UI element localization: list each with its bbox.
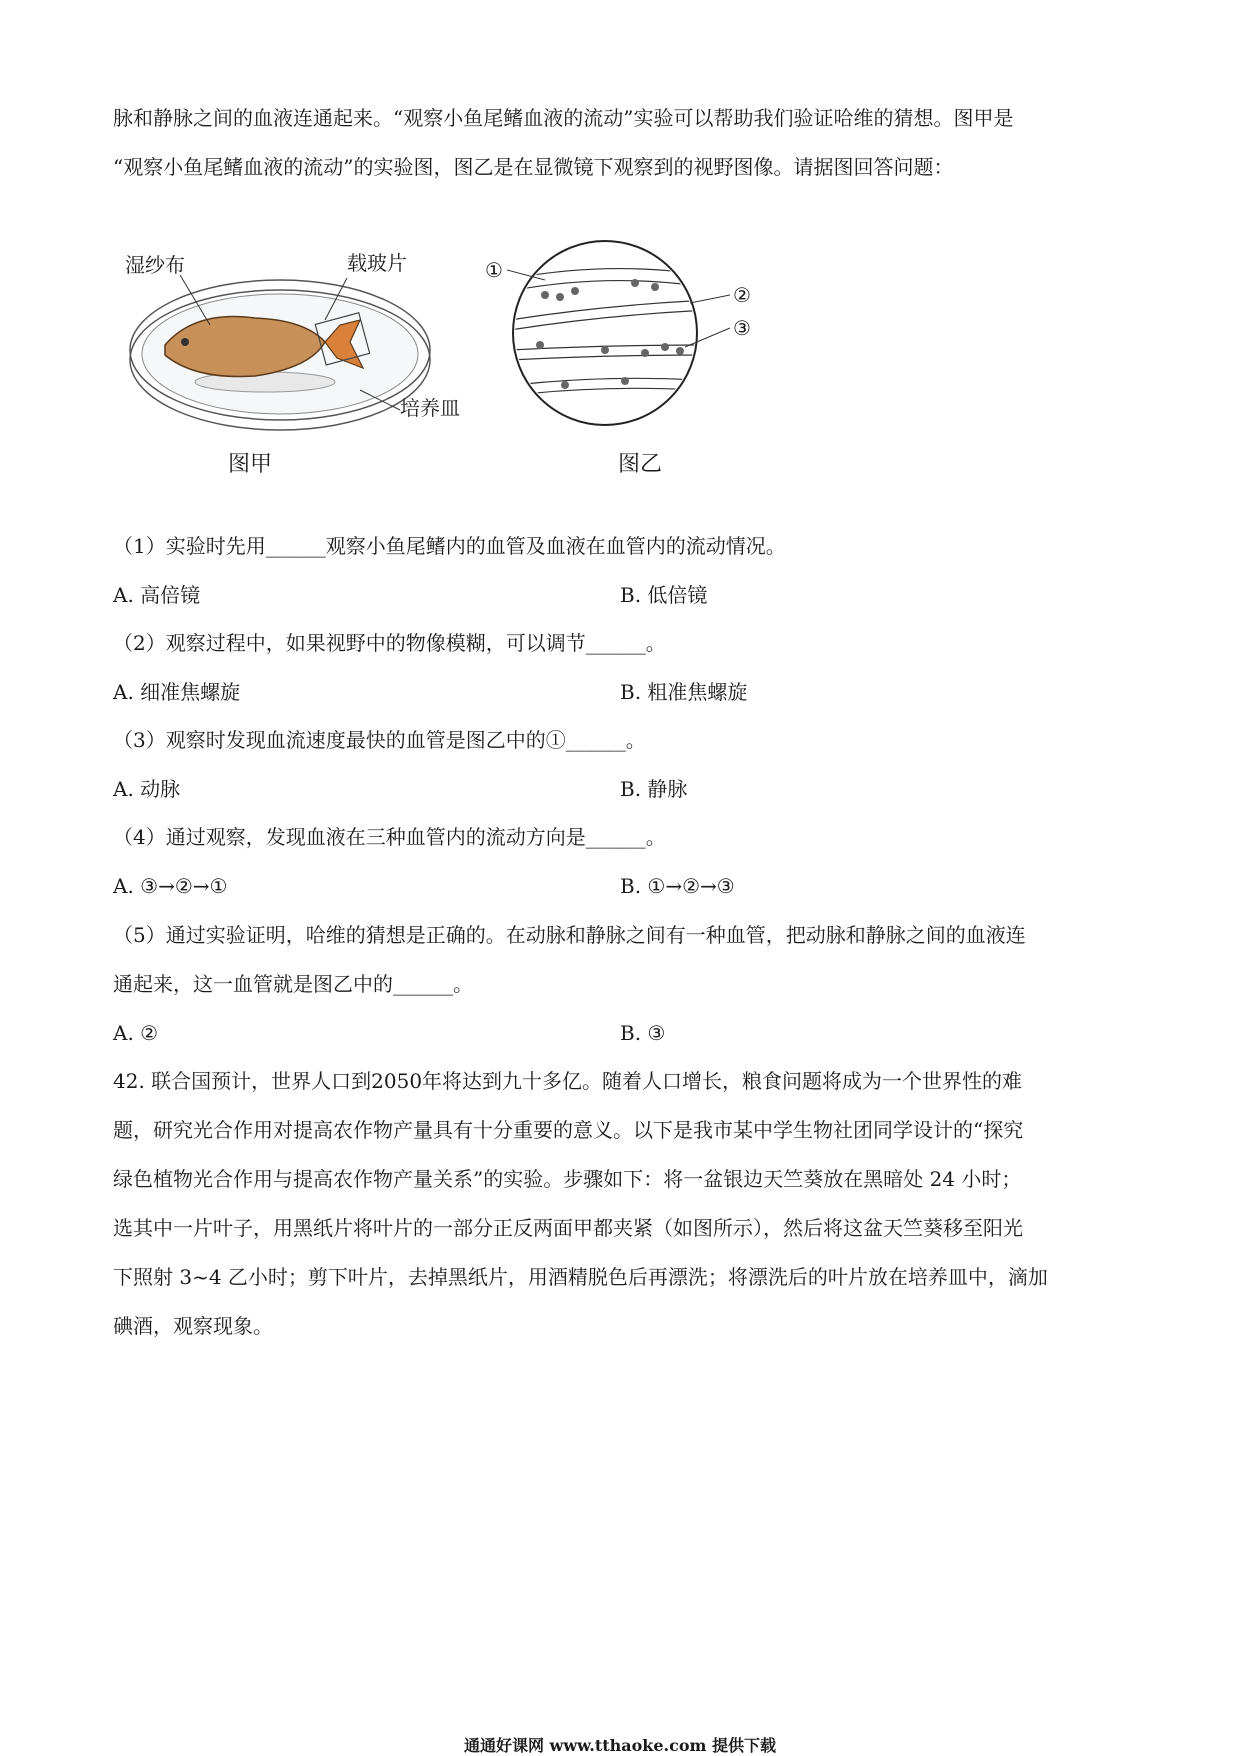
q42-line-6: 碘酒，观察现象。 — [113, 1314, 273, 1338]
fish-petri-dish-illustration — [125, 250, 475, 470]
question-1-option-a: A. 高倍镜 — [113, 583, 201, 607]
question-2-stem: （2）观察过程中，如果视野中的物像模糊，可以调节______。 — [113, 631, 666, 655]
question-3-option-a: A. 动脉 — [113, 777, 181, 801]
label-wet-gauze: 湿纱布 — [125, 253, 185, 277]
figure-jia — [125, 250, 475, 470]
q42-line-1: 42. 联合国预计，世界人口到2050年将达到九十多亿。随着人口增长，粮食问题将成为一个世界性的难 — [113, 1069, 1023, 1093]
question-2-option-a: A. 细准焦螺旋 — [113, 680, 241, 704]
intro-line-2: “观察小鱼尾鳍血液的流动”的实验图，图乙是在显微镜下观察到的视野图像。请据图回答问题： — [113, 155, 954, 179]
marker-2: ② — [733, 283, 751, 307]
label-petri-dish: 培养皿 — [400, 396, 460, 420]
figure-yi — [485, 235, 765, 435]
question-4-stem: （4）通过观察，发现血液在三种血管内的流动方向是______。 — [113, 825, 666, 849]
question-4-option-a: A. ③→②→① — [113, 874, 228, 898]
question-1-stem: （1）实验时先用______观察小鱼尾鳍内的血管及血液在血管内的流动情况。 — [113, 534, 786, 558]
question-2-option-b: B. 粗准焦螺旋 — [620, 680, 748, 704]
marker-1: ① — [485, 258, 503, 282]
question-3-stem: （3）观察时发现血流速度最快的血管是图乙中的①______。 — [113, 728, 646, 752]
question-1-option-b: B. 低倍镜 — [620, 583, 708, 607]
question-5-option-b: B. ③ — [620, 1021, 666, 1045]
caption-jia: 图甲 — [228, 452, 273, 477]
q42-line-2: 题，研究光合作用对提高农作物产量具有十分重要的意义。以下是我市某中学生物社团同学设计的“探究 — [113, 1118, 1024, 1142]
q42-line-4: 选其中一片叶子，用黑纸片将叶片的一部分正反两面甲都夹紧（如图所示），然后将这盆天竺葵移至阳光 — [113, 1216, 1023, 1240]
q42-line-5: 下照射 3~4 乙小时；剪下叶片，去掉黑纸片，用酒精脱色后再漂洗；将漂洗后的叶片放在培养皿中，滴加 — [113, 1265, 1048, 1289]
question-4-option-b: B. ①→②→③ — [620, 874, 735, 898]
question-5-stem-line-2: 通起来，这一血管就是图乙中的______。 — [113, 972, 473, 996]
question-5-option-a: A. ② — [113, 1021, 159, 1045]
microscope-view-illustration — [485, 235, 765, 435]
label-slide: 载玻片 — [347, 251, 407, 275]
intro-line-1: 脉和静脉之间的血液连通起来。“观察小鱼尾鳍血液的流动”实验可以帮助我们验证哈维的猜想。图甲是 — [113, 106, 1014, 130]
q42-line-3: 绿色植物光合作用与提高农作物产量关系”的实验。步骤如下：将一盆银边天竺葵放在黑暗处 24 小时； — [113, 1167, 1022, 1191]
footer-source: 通通好课网 www.tthaoke.com 提供下载 — [463, 1736, 777, 1755]
question-5-stem-line-1: （5）通过实验证明，哈维的猜想是正确的。在动脉和静脉之间有一种血管，把动脉和静脉之间的血液连 — [113, 923, 1026, 947]
marker-3: ③ — [733, 316, 751, 340]
question-3-option-b: B. 静脉 — [620, 777, 688, 801]
caption-yi: 图乙 — [618, 452, 663, 477]
